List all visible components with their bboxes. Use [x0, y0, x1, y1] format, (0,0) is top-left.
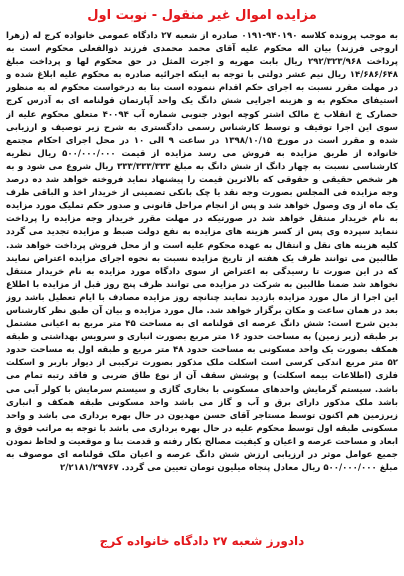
- notice-paragraph: به موجب پرونده کلاسه ۹۴۰۱۹۰-۰۱۹۱ صادره از شعبه ۲۷ دادگاه عمومی خانواده کرج له (زهرا اروجی فرزند) بیان اله محکوم علیه آقای محمد محمدی فرزند ذوالفعلی محکوم است به پرداخت ۲۹۲/۳۲۳/۹۶۸ ریال بابت مهریه و اجرت المثل در حق محکوم لها و پرداخت مبلغ ۱۴/۶۸۶/۶۴۸ ریال نیم عشر دولتی با توجه به اینکه اجرائیه صادره به محکوم علیه ابلاغ شده و در مهلت مقرر نسبت به اجرای حکم اقدام ننموده است بنا به درخواست محکوم له به منظور استیفای محکوم به و هزینه اجرایی شش دانگ یک واحد آپارتمان قولنامه ای به آدرس کرج حصارک خ انقلاب خ مالک اشتر کوچه ابوذر جنوبی شماره آب ۴۰۰۹۴ متعلق محکوم علیه از سوی این اجرا توقیف و توسط کارشناس رسمی دادگستری به شرح زیر توصیف و ارزیابی شده و مقرر است در مورخ ۱۳۹۸/۱۰/۱۵ در ساعت ۹ الی ۱۰ در محل اجرای احکام مجتمع خانواده از طریق مزایده به فروش می رسد مزایده از قیمت ۵۰۰/۰۰۰/۰۰۰ ریال نظریه کارشناسی نسبت به چهار دانگ از شش دانگ به مبلغ ۳۳۳/۳۳۳/۳۳۳ ریال شروع می شود و به هر شخص حقیقی و حقوقی که بالاترین قیمت را پیشنهاد نماید فروخته خواهد شد ده درصد وجه مزایده فی المجلس بصورت وجه نقد یا چک بانکی تضمینی از خریدار اخذ و الباقی ظرف یک ماه از وی وصول خواهد شد و پس از انجام مراحل قانونی و صدور حکم تملیک مورد مزایده به نام خریدار منتقل خواهد شد در صورتیکه در مهلت مقرر خریدار وجه مزایده را پرداخت ننماید سپرده وی پس از کسر هزینه های مزایده به نفع دولت ضبط و مزایده تجدید می گردد کلیه هزینه های نقل و انتقال به عهده محکوم علیه است و از محل فروش پرداخت خواهد شد. طالبین می توانند ظرف یک هفته از تاریخ مزایده نسبت به نحوه اجرای مزایده اعتراض نمایند که در این صورت تا رسیدگی به اعتراض از سوی دادگاه مورد مزایده به نام خریدار منتقل نخواهد شد ضمنا طالبین به شرکت در مزایده می توانند ظرف پنج روز قبل از مزایده با اطلاع این اجرا از مال مورد مزایده بازدید نمایند چنانچه روز مزایده مصادف با ایام تعطیل باشد روز بعد در همان ساعت و مکان برگزار خواهد شد. مال مورد مزایده و بیان آن طبق نظر کارشناس بدین شرح است: شش دانگ عرصه ای قولنامه ای به مساحت ۴۵ متر مربع به اعیانی مشتمل بر طبقه (زیر زمین) به مساحت حدود ۱۶ متر مربع بصورت انباری و سرویس بهداشتی و طبقه همکف بصورت یک واحد مسکونی به مساحت حدود ۴۸ متر مربع و طبقه اول به مساحت حدود ۵۲ متر مربع اندکی کرسی است اسکلت ملک مذکور بصورت ترکیبی از دیوار باربر و اسکلت فلزی (اطلاعات بیمه اسکلت) و پوشش سقف آن از نوع طاق ضربی و فاقد رتبه تمام می باشد. سیستم گرمایش واحدهای مسکونی با بخاری گازی و سیستم سرمایش با کولر آبی می باشد ملک مذکور دارای برق و آب و گاز می باشد واحد مسکونی طبقه همکف و انباری زیرزمین هم اکنون توسط مستاجر آقای حسن مهدیون در حال بهره برداری می باشد و واحد مسکونی طبقه اول توسط محکوم علیه در حال بهره برداری می باشد با توجه به مراتب فوق و ابعاد و مساحت عرصه و اعیان و کیفیت مصالح بکار رفته و قدمت بنا و موقعیت و لحاظ نمودن جمیع عوامل موثر در ارزیابی ارزش شش دانگ عرصه و اعیان ملک قولنامه ای موصوف به مبلغ ۵۰۰/۰۰۰/۰۰۰ ریال معادل پنجاه میلیون تومان تعیین می گردد. ۲/۲۱۸۱/۲۹۷۶۷: [6, 31, 398, 474]
- notice-signature: دادورز شعبه ۲۷ دادگاه خانواده کرج: [99, 534, 305, 548]
- notice-body: [6, 30, 398, 528]
- notice-title: مزایده اموال غیر منقول - نوبت اول: [87, 8, 317, 23]
